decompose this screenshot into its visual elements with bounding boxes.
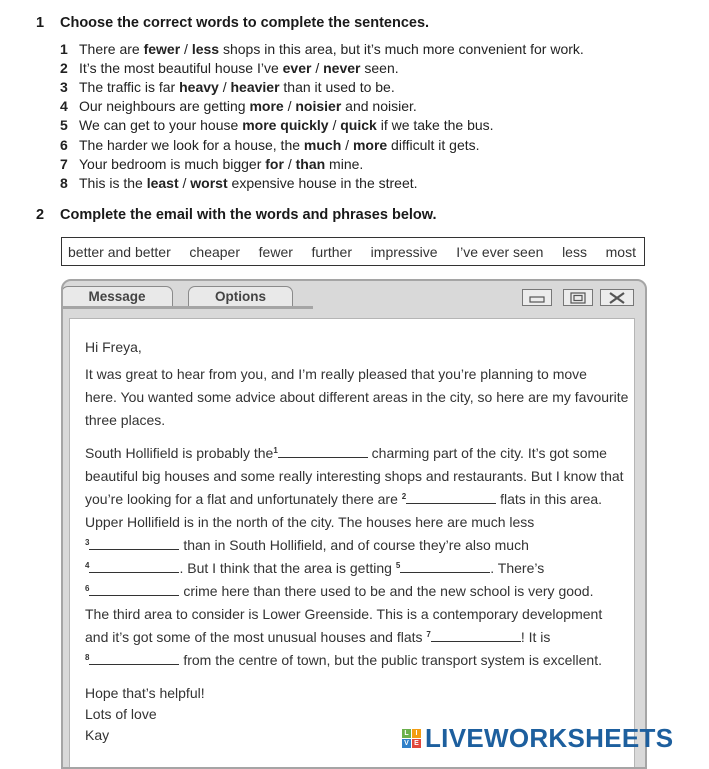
sentence bbox=[60, 97, 417, 116]
word-box bbox=[61, 237, 645, 266]
sentence-number: 6 bbox=[60, 137, 68, 153]
sentence-number: 1 bbox=[60, 41, 68, 57]
sentence-number: 8 bbox=[60, 175, 68, 191]
exercise-title: Choose the correct words to complete the sentences. bbox=[60, 15, 430, 31]
paragraph-line: Upper Hollifield is in the north of the city. The houses here are much less bbox=[85, 514, 535, 530]
choice-option-a[interactable]: much bbox=[303, 137, 342, 153]
word-option: most bbox=[605, 243, 636, 260]
choice-separator: / bbox=[311, 60, 324, 76]
choice-option-a[interactable]: ever bbox=[282, 60, 312, 76]
word-option: further bbox=[311, 243, 353, 260]
answer-gap-3[interactable] bbox=[89, 537, 179, 550]
choice-separator: / bbox=[218, 79, 231, 95]
sentence-text: mine. bbox=[325, 156, 364, 172]
tab-options-label: Options bbox=[215, 289, 266, 304]
exercise-2-heading bbox=[36, 207, 437, 223]
signature: Kay bbox=[85, 727, 110, 743]
logo-icon bbox=[402, 729, 421, 748]
answer-gap-5[interactable] bbox=[400, 560, 490, 573]
sentence bbox=[60, 155, 363, 174]
choice-option-b[interactable]: than bbox=[295, 156, 326, 172]
email-window bbox=[61, 279, 647, 769]
liveworksheets-logo[interactable] bbox=[402, 724, 673, 752]
text: flats in this area. bbox=[496, 491, 603, 507]
paragraph-line: It was great to hear from you, and I’m really pleased that you’re planning to move bbox=[85, 366, 587, 382]
minimize-icon bbox=[529, 293, 545, 303]
gap-number: 8 bbox=[85, 653, 90, 662]
gap-number: 4 bbox=[85, 561, 90, 570]
sentence-number: 5 bbox=[60, 117, 68, 133]
answer-gap-1[interactable] bbox=[278, 445, 368, 458]
choice-option-a[interactable]: for bbox=[265, 156, 284, 172]
minimize-button[interactable] bbox=[522, 289, 552, 306]
choice-option-b[interactable]: noisier bbox=[295, 98, 342, 114]
choice-option-a[interactable]: fewer bbox=[143, 41, 181, 57]
choice-option-a[interactable]: least bbox=[146, 175, 179, 191]
sentence-text: and noisier. bbox=[341, 98, 417, 114]
text: crime here than there used to be and the new school is very good. bbox=[179, 583, 594, 599]
sentence-text: We can get to your house bbox=[79, 117, 243, 133]
text: South Hollifield is probably the bbox=[85, 445, 274, 461]
greeting: Hi Freya, bbox=[85, 339, 142, 355]
gap-number: 1 bbox=[273, 446, 278, 455]
choice-option-b[interactable]: less bbox=[191, 41, 220, 57]
word-option: less bbox=[562, 243, 587, 260]
sentence bbox=[60, 40, 584, 59]
sentence-text: This is the bbox=[79, 175, 147, 191]
choice-separator: / bbox=[283, 156, 296, 172]
sentence-text: expensive house in the street. bbox=[227, 175, 418, 191]
sentence bbox=[60, 116, 494, 135]
answer-gap-4[interactable] bbox=[89, 560, 179, 573]
choice-option-a[interactable]: more quickly bbox=[242, 117, 329, 133]
paragraph-line bbox=[85, 629, 550, 645]
paragraph-line: here. You wanted some advice about different areas in the city, so here are my favourite bbox=[85, 389, 629, 405]
paragraph-line: beautiful big houses and some really interesting shops and restaurants. But I know that bbox=[85, 468, 624, 484]
text: ! It is bbox=[520, 629, 551, 645]
choice-option-a[interactable]: more bbox=[249, 98, 284, 114]
close-button[interactable] bbox=[600, 289, 634, 306]
word-option: I’ve ever seen bbox=[456, 243, 544, 260]
paragraph-line bbox=[85, 537, 529, 553]
maximize-icon bbox=[570, 292, 586, 304]
word-option: cheaper bbox=[189, 243, 240, 260]
word-option: impressive bbox=[370, 243, 438, 260]
choice-option-b[interactable]: quick bbox=[340, 117, 377, 133]
exercise-number: 2 bbox=[36, 207, 45, 223]
sentence bbox=[60, 78, 395, 97]
exercise-number: 1 bbox=[36, 15, 45, 31]
sentence-text: It’s the most beautiful house I’ve bbox=[79, 60, 283, 76]
word-option: fewer bbox=[258, 243, 293, 260]
choice-option-b[interactable]: never bbox=[323, 60, 361, 76]
paragraph-line bbox=[85, 560, 544, 576]
paragraph-line bbox=[85, 583, 593, 599]
text: than in South Hollifield, and of course they’re also much bbox=[179, 537, 529, 553]
sentence-number: 7 bbox=[60, 156, 68, 172]
choice-separator: / bbox=[178, 175, 191, 191]
paragraph-line: three places. bbox=[85, 412, 166, 428]
sentence-text: The traffic is far bbox=[79, 79, 180, 95]
paragraph-line: The third area to consider is Lower Greenside. This is a contemporary development bbox=[85, 606, 603, 622]
gap-number: 2 bbox=[401, 492, 407, 501]
sentence-text: Your bedroom is much bigger bbox=[79, 156, 266, 172]
logo-letter: I bbox=[412, 729, 421, 738]
gap-number: 3 bbox=[85, 538, 90, 547]
closing-line: Lots of love bbox=[85, 706, 157, 722]
sentence-text: if we take the bus. bbox=[376, 117, 494, 133]
sentence-number: 2 bbox=[60, 60, 68, 76]
answer-gap-7[interactable] bbox=[431, 629, 521, 642]
maximize-button[interactable] bbox=[563, 289, 593, 306]
choice-separator: / bbox=[341, 137, 353, 153]
closing-line: Hope that’s helpful! bbox=[85, 685, 205, 701]
sentence-text: The harder we look for a house, the bbox=[79, 137, 304, 153]
sentence bbox=[60, 59, 399, 78]
sentence-text: seen. bbox=[360, 60, 399, 76]
choice-option-b[interactable]: more bbox=[352, 137, 388, 153]
gap-number: 5 bbox=[395, 561, 401, 570]
exercise-1-heading bbox=[36, 15, 429, 31]
sentence-text: than it used to be. bbox=[279, 79, 395, 95]
text: from the centre of town, but the public transport system is excellent. bbox=[179, 652, 602, 668]
tab-message[interactable] bbox=[61, 286, 173, 306]
choice-option-b[interactable]: heavier bbox=[230, 79, 280, 95]
email-body bbox=[69, 318, 635, 769]
choice-separator: / bbox=[283, 98, 296, 114]
word-option: better and better bbox=[68, 243, 171, 260]
sentence-number: 4 bbox=[60, 98, 68, 114]
sentence bbox=[60, 174, 418, 193]
logo-letter: E bbox=[412, 739, 421, 748]
text: . There’s bbox=[490, 560, 545, 576]
sentence bbox=[60, 136, 480, 155]
tab-options[interactable] bbox=[188, 286, 293, 306]
sentence-text: Our neighbours are getting bbox=[79, 98, 250, 114]
exercise-title: Complete the email with the words and phrases below. bbox=[60, 207, 437, 223]
answer-gap-8[interactable] bbox=[89, 652, 179, 665]
text: you’re looking for a flat and unfortunately there are bbox=[85, 491, 402, 507]
brand-name: LIVEWORKSHEETS bbox=[425, 723, 674, 753]
gap-number: 7 bbox=[426, 630, 431, 639]
paragraph-line bbox=[85, 491, 602, 507]
paragraph-line bbox=[85, 652, 602, 668]
paragraph-line bbox=[85, 445, 607, 461]
choice-option-b[interactable]: worst bbox=[190, 175, 228, 191]
answer-gap-6[interactable] bbox=[89, 583, 179, 596]
text: and it’s got some of the most unusual houses and flats bbox=[85, 629, 427, 645]
sentence-text: shops in this area, but it’s much more convenient for work. bbox=[219, 41, 584, 57]
tab-message-label: Message bbox=[88, 289, 146, 304]
text: charming part of the city. It’s got some bbox=[367, 445, 607, 461]
choice-option-a[interactable]: heavy bbox=[179, 79, 219, 95]
choice-separator: / bbox=[180, 41, 192, 57]
sentence-text: difficult it gets. bbox=[387, 137, 480, 153]
choice-separator: / bbox=[328, 117, 341, 133]
sentence-text: There are bbox=[79, 41, 144, 57]
sentence-number: 3 bbox=[60, 79, 68, 95]
close-icon bbox=[608, 292, 626, 304]
answer-gap-2[interactable] bbox=[406, 491, 496, 504]
gap-number: 6 bbox=[85, 584, 90, 593]
text: . But I think that the area is getting bbox=[179, 560, 396, 576]
logo-letter: V bbox=[402, 739, 411, 748]
logo-letter: L bbox=[402, 729, 411, 738]
